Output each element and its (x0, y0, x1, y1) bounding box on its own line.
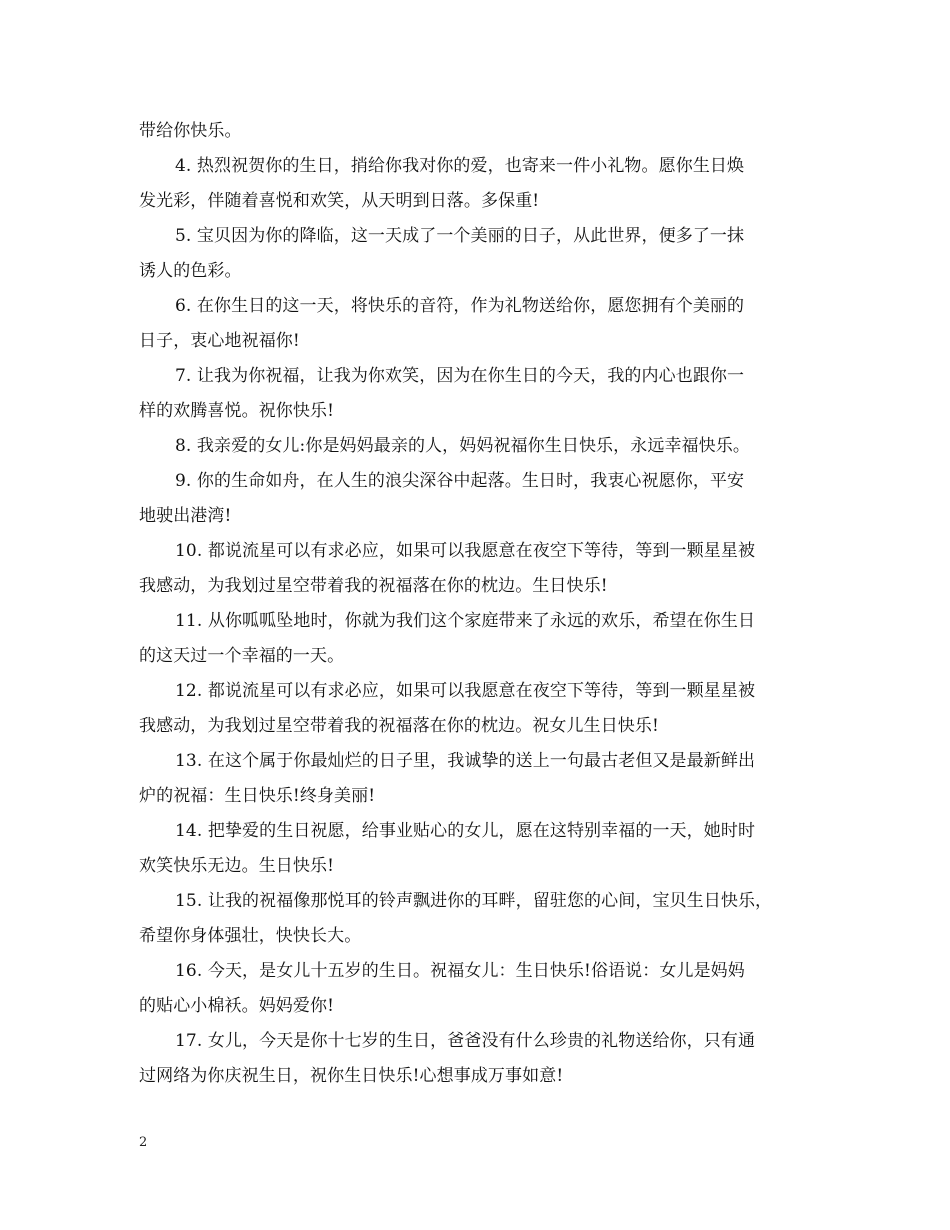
text-line: 10. 都说流星可以有求必应，如果可以我愿意在夜空下等待，等到一颗星星被 (175, 541, 756, 561)
text-line: 16. 今天，是女儿十五岁的生日。祝福女儿：生日快乐!俗语说：女儿是妈妈 (175, 961, 745, 981)
text-line: 的这天过一个幸福的一天。 (139, 646, 345, 666)
text-line: 6. 在你生日的这一天，将快乐的音符，作为礼物送给你，愿您拥有个美丽的 (175, 296, 745, 316)
text-line: 诱人的色彩。 (139, 261, 242, 281)
text-line: 14. 把挚爱的生日祝愿，给事业贴心的女儿，愿在这特别幸福的一天，她时时 (175, 821, 756, 841)
text-line: 我感动，为我划过星空带着我的祝福落在你的枕边。祝女儿生日快乐! (139, 716, 659, 736)
text-line: 样的欢腾喜悦。祝你快乐! (139, 401, 335, 421)
text-line: 8. 我亲爱的女儿:你是妈妈最亲的人，妈妈祝福你生日快乐，永远幸福快乐。 (175, 436, 750, 456)
text-line: 4. 热烈祝贺你的生日，捎给你我对你的爱，也寄来一件小礼物。愿你生日焕 (175, 156, 745, 176)
text-line: 带给你快乐。 (139, 121, 242, 141)
text-line: 我感动，为我划过星空带着我的祝福落在你的枕边。生日快乐! (139, 576, 608, 596)
text-line: 地驶出港湾! (139, 506, 232, 526)
text-line: 9. 你的生命如舟，在人生的浪尖深谷中起落。生日时，我衷心祝愿你，平安 (175, 471, 745, 491)
text-line: 7. 让我为你祝福，让我为你欢笑，因为在你生日的今天，我的内心也跟你一 (175, 366, 745, 386)
text-line: 17. 女儿，今天是你十七岁的生日，爸爸没有什么珍贵的礼物送给你，只有通 (175, 1031, 756, 1051)
page-number: 2 (139, 1135, 148, 1150)
text-line: 15. 让我的祝福像那悦耳的铃声飘进你的耳畔，留驻您的心间，宝贝生日快乐， (175, 891, 773, 911)
text-line: 希望你身体强壮，快快长大。 (139, 926, 362, 946)
document-body (139, 114, 823, 1094)
text-line: 日子，衷心地祝福你! (139, 331, 300, 351)
text-line: 11. 从你呱呱坠地时，你就为我们这个家庭带来了永远的欢乐，希望在你生日 (175, 611, 756, 631)
text-line: 13. 在这个属于你最灿烂的日子里，我诚挚的送上一句最古老但又是最新鲜出 (175, 751, 756, 771)
text-line: 12. 都说流星可以有求必应，如果可以我愿意在夜空下等待，等到一颗星星被 (175, 681, 756, 701)
text-line: 欢笑快乐无边。生日快乐! (139, 856, 335, 876)
text-line: 过网络为你庆祝生日，祝你生日快乐!心想事成万事如意! (139, 1066, 564, 1086)
text-line: 发光彩，伴随着喜悦和欢笑，从天明到日落。多保重! (139, 191, 540, 211)
text-line: 炉的祝福：生日快乐!终身美丽! (139, 786, 376, 806)
text-line: 的贴心小棉袄。妈妈爱你! (139, 996, 335, 1016)
text-line: 5. 宝贝因为你的降临，这一天成了一个美丽的日子，从此世界，便多了一抹 (175, 226, 745, 246)
